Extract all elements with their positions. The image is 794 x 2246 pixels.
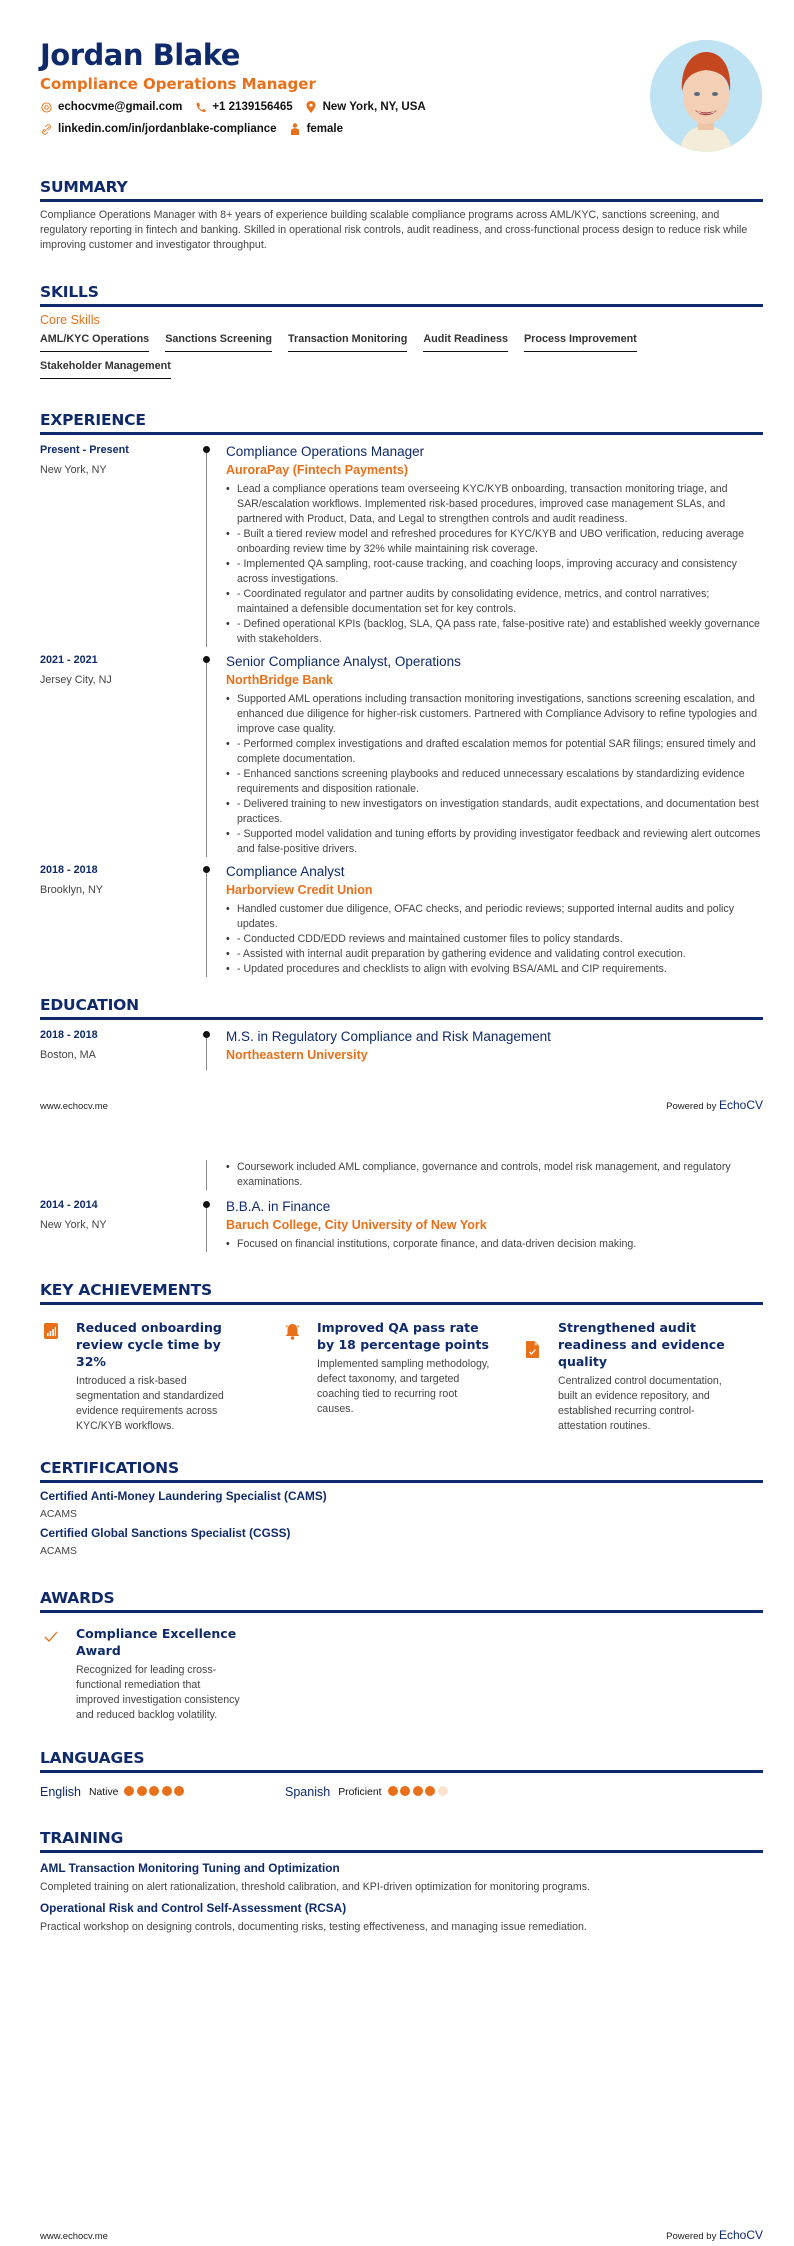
entry-org: NorthBridge Bank	[226, 673, 333, 687]
rating-dot-filled	[413, 1786, 423, 1796]
rating-dot-filled	[124, 1786, 134, 1796]
section-divider	[40, 1480, 763, 1483]
entry-title: B.B.A. in Finance	[226, 1199, 331, 1214]
rating-dot-filled	[137, 1786, 147, 1796]
entry-dates: 2014 - 2014	[40, 1199, 98, 1211]
entry-dates: 2018 - 2018	[40, 864, 98, 876]
section-divider	[40, 432, 763, 435]
skills-subheading: Core Skills	[40, 313, 100, 327]
languages-list	[40, 1783, 763, 1801]
training-desc: Practical workshop on designing controls, documenting risks, testing effectiveness, and managing issue remediation.	[40, 1921, 587, 1933]
timeline-dot	[203, 446, 210, 453]
certification-name: Certified Global Sanctions Specialist (CGSS)	[40, 1526, 291, 1540]
person-icon	[289, 123, 301, 135]
training-item	[40, 1901, 763, 1933]
bullet: • - Conducted CDD/EDD reviews and maintained customer files to policy standards.	[226, 932, 763, 947]
education-entry	[40, 1198, 763, 1252]
rating-dots	[388, 1783, 451, 1801]
education-section	[40, 996, 763, 1070]
rating-dot-filled	[149, 1786, 159, 1796]
languages-section	[40, 1749, 763, 1801]
certification-org: ACAMS	[40, 1546, 77, 1557]
entry-location: Jersey City, NJ	[40, 674, 112, 686]
achievements-list	[40, 1319, 763, 1434]
entry-org: AuroraPay (Fintech Payments)	[226, 463, 408, 477]
avatar	[650, 40, 762, 152]
location-pin-icon	[305, 101, 317, 113]
entry-title: Compliance Operations Manager	[226, 444, 425, 459]
certification-name: Certified Anti-Money Laundering Specialist (CAMS)	[40, 1489, 327, 1503]
bullet: • Focused on financial institutions, corporate finance, and data-driven decision making.	[226, 1237, 763, 1252]
bullet: • Coursework included AML compliance, governance and controls, model risk management, and regulatory examinations.	[226, 1160, 763, 1190]
footer-brand: EchoCV	[718, 1098, 763, 1112]
entry-location: New York, NY	[40, 464, 107, 476]
rating-dot-filled	[400, 1786, 410, 1796]
section-heading-experience: EXPERIENCE	[40, 411, 146, 429]
timeline-dot	[203, 656, 210, 663]
section-divider	[40, 199, 763, 202]
candidate-name: Jordan Blake	[40, 38, 240, 72]
achievement-item	[522, 1319, 763, 1434]
summary-text: Compliance Operations Manager with 8+ years of experience building scalable compliance programs across AML/KYC, sanctions screening, and regulatory reporting in fintech and banking. Skilled in operational risk controls, audit readiness, and cross-functional process design to reduce risk while improving customer and investigator throughput.	[40, 209, 748, 251]
bullet: • - Enhanced sanctions screening playbooks and reduced unnecessary escalations by standardizing evidence requirements and disposition rationale.	[226, 767, 763, 797]
section-heading-skills: SKILLS	[40, 283, 99, 301]
rating-dot-filled	[388, 1786, 398, 1796]
certifications-section	[40, 1459, 763, 1557]
training-section	[40, 1829, 763, 1933]
entry-dates: 2021 - 2021	[40, 654, 98, 666]
achievement-item	[281, 1319, 522, 1434]
timeline-dot	[203, 866, 210, 873]
achievement-desc: Implemented sampling methodology, defect taxonomy, and targeted coaching tied to recurring root causes.	[317, 1358, 490, 1415]
bullet: • Supported AML operations including transaction monitoring investigations, sanctions screening escalation, and enhanced due diligence for higher-risk customers. Partnered with Compliance Advisory to refine typologies and improve case quality.	[226, 692, 763, 737]
language-item	[40, 1783, 285, 1801]
timeline-line	[206, 867, 207, 977]
timeline-line	[206, 657, 207, 857]
bullet: • Lead a compliance operations team overseeing KYC/KYB onboarding, transaction monitoring triage, and SAR/escalation workflows. Implemented risk-based procedures, improved case management SLAs, and partnered with Product, Data, and Legal to strengthen controls and audit readiness.	[226, 482, 763, 527]
rating-dot-empty	[438, 1786, 448, 1796]
section-heading-awards: AWARDS	[40, 1589, 115, 1607]
award-item	[40, 1625, 281, 1723]
training-name: AML Transaction Monitoring Tuning and Optimization	[40, 1861, 340, 1875]
bullet: • - Performed complex investigations and drafted escalation memos for potential SAR filings; ensured timely and complete documentation.	[226, 737, 763, 767]
entry-dates: 2018 - 2018	[40, 1029, 98, 1041]
section-divider	[40, 1850, 763, 1853]
timeline-dot	[203, 1201, 210, 1208]
section-divider	[40, 1017, 763, 1020]
bullet: • - Assisted with internal audit preparation by gathering evidence and validating control execution.	[226, 947, 763, 962]
experience-entry	[40, 443, 763, 647]
entry-org: Northeastern University	[226, 1048, 368, 1062]
entry-title: M.S. in Regulatory Compliance and Risk Management	[226, 1029, 551, 1044]
skill-tag: AML/KYC Operations	[40, 333, 149, 352]
certification-item	[40, 1489, 763, 1520]
entry-location: Boston, MA	[40, 1049, 96, 1061]
achievement-desc: Introduced a risk-based segmentation and standardized evidence requirements across KYC/KYB workflows.	[76, 1375, 224, 1432]
contact-location	[305, 98, 426, 116]
rating-dots	[124, 1783, 187, 1801]
location-text: New York, NY, USA	[322, 101, 426, 113]
footer-website[interactable]: www.echocv.me	[40, 1101, 108, 1112]
section-heading-achievements: KEY ACHIEVEMENTS	[40, 1281, 213, 1299]
document-check-icon	[522, 1319, 558, 1434]
achievement-title: Strengthened audit readiness and evidence quality	[558, 1320, 725, 1369]
footer-powered: Powered by EchoCV	[666, 2228, 763, 2242]
entry-org: Harborview Credit Union	[226, 883, 373, 897]
language-name: Spanish	[285, 1785, 331, 1799]
achievement-title: Reduced onboarding review cycle time by 32%	[76, 1320, 222, 1369]
training-name: Operational Risk and Control Self-Assessment (RCSA)	[40, 1901, 347, 1915]
section-heading-certifications: CERTIFICATIONS	[40, 1459, 179, 1477]
page-footer	[40, 1098, 763, 1112]
skills-section	[40, 283, 763, 387]
language-name: English	[40, 1785, 81, 1799]
award-desc: Recognized for leading cross-functional remediation that improved investigation consistency and reduced backlog volatility.	[76, 1664, 240, 1721]
bullet: • - Defined operational KPIs (backlog, SLA, QA pass rate, false-positive rate) and established weekly governance with stakeholders.	[226, 617, 763, 647]
entry-dates: Present - Present	[40, 444, 129, 456]
contact-gender	[289, 120, 343, 138]
language-item	[285, 1783, 530, 1801]
footer-brand: EchoCV	[718, 2228, 763, 2242]
rating-dot-filled	[174, 1786, 184, 1796]
link-icon	[40, 123, 52, 135]
skill-tag: Sanctions Screening	[165, 333, 272, 352]
education-continued	[40, 1160, 763, 1252]
skill-tag: Process Improvement	[524, 333, 637, 352]
bullet: • - Coordinated regulator and partner audits by consolidating evidence, metrics, and control narratives; maintained a defensible documentation set for key controls.	[226, 587, 763, 617]
experience-section	[40, 411, 763, 977]
bullet: • - Supported model validation and tuning efforts by providing investigator feedback and reviewing alert outcomes and false-positive drivers.	[226, 827, 763, 857]
rating-dot-filled	[162, 1786, 172, 1796]
bullet: • Handled customer due diligence, OFAC checks, and periodic reviews; supported internal audits and policy updates.	[226, 902, 763, 932]
skills-list	[40, 333, 763, 387]
linkedin-text: linkedin.com/in/jordanblake-compliance	[58, 123, 277, 135]
section-divider	[40, 1302, 763, 1305]
rating-dot-filled	[425, 1786, 435, 1796]
achievement-title: Improved QA pass rate by 18 percentage points	[317, 1320, 489, 1352]
entry-bullets	[226, 902, 763, 977]
entry-location: Brooklyn, NY	[40, 884, 104, 896]
timeline-dot	[203, 1031, 210, 1038]
contact-row-1	[40, 98, 640, 116]
education-entry-continued	[40, 1160, 763, 1190]
candidate-title: Compliance Operations Manager	[40, 75, 316, 93]
entry-org: Baruch College, City University of New York	[226, 1218, 487, 1232]
checkmark-icon	[40, 1625, 76, 1723]
phone-text: +1 2139156465	[212, 101, 293, 113]
skill-tag: Transaction Monitoring	[288, 333, 407, 352]
bullet: • - Delivered training to new investigators on investigation standards, audit expectations, and documentation best practices.	[226, 797, 763, 827]
page-footer	[40, 2228, 763, 2242]
timeline-line	[206, 1202, 207, 1252]
contact-email[interactable]	[40, 98, 182, 116]
training-desc: Completed training on alert rationalization, threshold calibration, and KPI-driven optimization for monitoring programs.	[40, 1881, 590, 1893]
timeline-line	[206, 1160, 207, 1190]
resume-header	[40, 38, 640, 138]
bell-icon	[281, 1319, 317, 1434]
bar-chart-icon	[40, 1319, 76, 1434]
entry-bullets	[226, 482, 763, 647]
skill-tag: Stakeholder Management	[40, 360, 171, 379]
timeline-line	[206, 447, 207, 647]
skill-tag: Audit Readiness	[423, 333, 508, 352]
certification-item	[40, 1526, 763, 1557]
bullet: • - Updated procedures and checklists to align with evolving BSA/AML and CIP requirements.	[226, 962, 763, 977]
achievements-section	[40, 1281, 763, 1434]
entry-title: Senior Compliance Analyst, Operations	[226, 654, 461, 669]
entry-bullets	[226, 692, 763, 857]
achievement-item	[40, 1319, 281, 1434]
at-icon	[40, 101, 52, 113]
bullet: • - Implemented QA sampling, root-cause tracking, and coaching loops, improving accuracy and consistency across investigations.	[226, 557, 763, 587]
footer-powered: Powered by EchoCV	[666, 1098, 763, 1112]
entry-title: Compliance Analyst	[226, 864, 345, 879]
certification-org: ACAMS	[40, 1509, 77, 1520]
footer-website[interactable]: www.echocv.me	[40, 2231, 108, 2242]
section-divider	[40, 304, 763, 307]
experience-entry	[40, 863, 763, 977]
entry-bullets	[226, 1237, 763, 1252]
section-heading-training: TRAINING	[40, 1829, 124, 1847]
section-heading-languages: LANGUAGES	[40, 1749, 145, 1767]
entry-bullets	[226, 1160, 763, 1190]
summary-section	[40, 178, 763, 253]
experience-entry	[40, 653, 763, 857]
section-heading-summary: SUMMARY	[40, 178, 128, 196]
gender-text: female	[306, 123, 343, 135]
language-level: Proficient	[338, 1786, 382, 1798]
section-divider	[40, 1610, 763, 1613]
bullet: • - Built a tiered review model and refreshed procedures for KYC/KYB and UBO verification, reducing average onboarding review time by 32% while maintaining risk coverage.	[226, 527, 763, 557]
contact-phone[interactable]	[194, 98, 292, 116]
section-heading-education: EDUCATION	[40, 996, 139, 1014]
awards-section	[40, 1589, 763, 1723]
entry-location: New York, NY	[40, 1219, 107, 1231]
award-title: Compliance Excellence Award	[76, 1626, 237, 1658]
contact-row-2	[40, 120, 640, 138]
contact-linkedin[interactable]	[40, 120, 277, 138]
phone-icon	[194, 101, 206, 113]
email-text: echocvme@gmail.com	[58, 101, 183, 113]
education-entry	[40, 1028, 763, 1070]
language-level: Native	[89, 1786, 119, 1798]
achievement-desc: Centralized control documentation, built an evidence repository, and established recurring control-attestation routines.	[558, 1375, 722, 1432]
training-item	[40, 1861, 763, 1893]
section-divider	[40, 1770, 763, 1773]
